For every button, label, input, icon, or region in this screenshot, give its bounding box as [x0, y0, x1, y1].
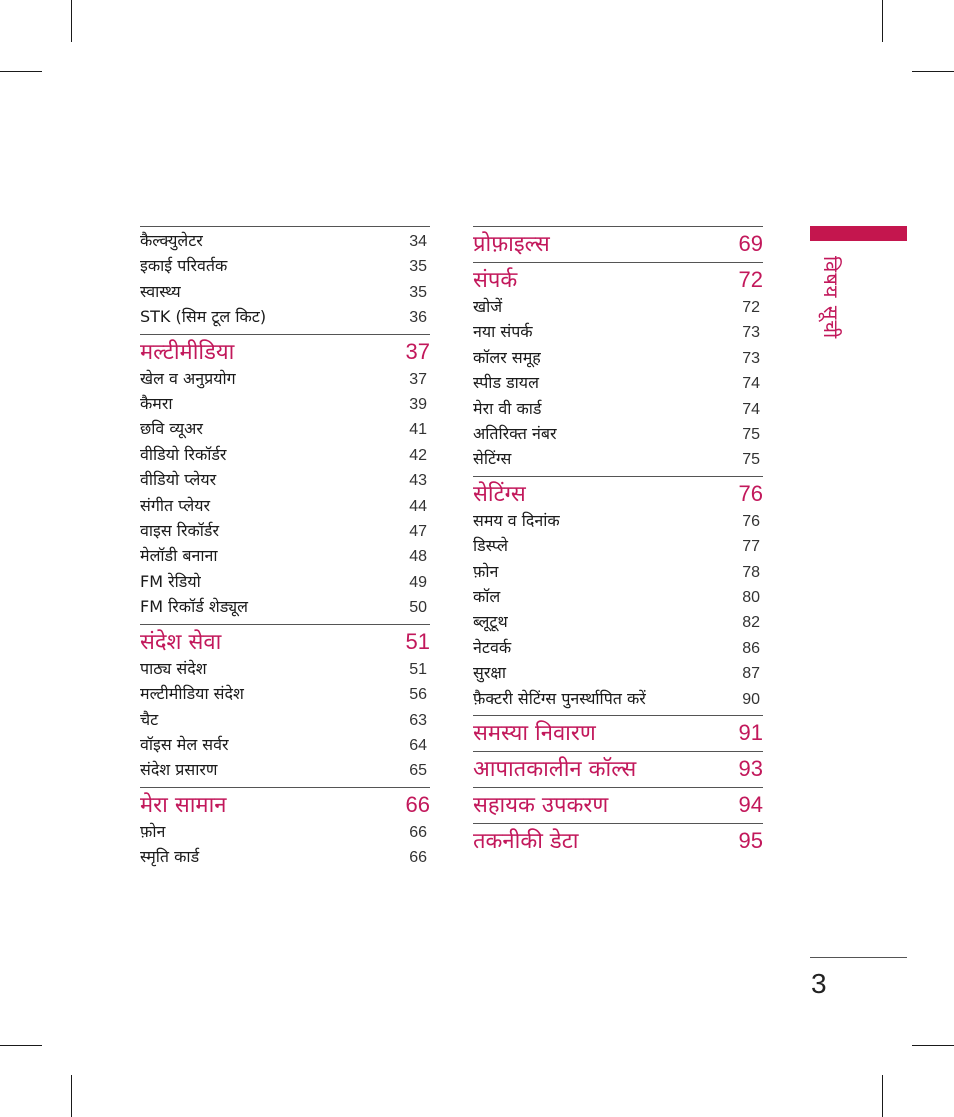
toc-section: [140, 624, 430, 787]
toc-entry[interactable]: [473, 320, 763, 345]
entry-page-number: 42: [409, 446, 427, 464]
entry-label: कैल्क्युलेटर: [140, 231, 203, 250]
section-page-number: 66: [405, 791, 430, 817]
entry-page-number: 66: [409, 823, 427, 841]
entry-page-number: 76: [742, 512, 760, 530]
entry-page-number: 77: [742, 538, 760, 556]
page-number: 3: [811, 968, 827, 999]
entry-page-number: 44: [409, 497, 427, 515]
section-heading[interactable]: [140, 338, 430, 367]
toc-entry[interactable]: [473, 447, 763, 472]
entry-label: मल्टीमीडिया संदेश: [140, 684, 244, 704]
toc-entry[interactable]: [140, 657, 430, 682]
entry-page-number: 37: [409, 370, 427, 388]
entry-page-number: 56: [409, 686, 427, 704]
entry-label: कॉलर समूह: [473, 347, 541, 367]
toc-entry[interactable]: [140, 544, 430, 569]
toc-entry[interactable]: [473, 346, 763, 371]
entry-label: मेलॉडी बनाना: [140, 546, 218, 566]
entry-label: डिस्प्ले: [473, 536, 508, 556]
entry-page-number: 74: [742, 400, 760, 418]
entry-page-number: 72: [742, 299, 760, 316]
toc-section: [473, 715, 763, 751]
entry-label: STK (सिम टूल किट): [140, 307, 267, 327]
section-heading[interactable]: [140, 791, 430, 820]
entry-page-number: 35: [409, 283, 427, 301]
toc-entry[interactable]: [473, 610, 763, 635]
toc-entry[interactable]: [473, 534, 763, 559]
toc-entry[interactable]: [473, 509, 763, 534]
entry-page-number: 73: [742, 324, 760, 342]
toc-entry[interactable]: [140, 820, 430, 845]
entry-label: छवि व्यूअर: [140, 419, 203, 439]
entry-label: अतिरिक्त नंबर: [473, 424, 557, 444]
toc-entry[interactable]: [140, 254, 430, 279]
entry-page-number: 50: [409, 599, 427, 617]
entry-label: खोजें: [473, 297, 503, 316]
toc-entry[interactable]: [140, 733, 430, 758]
entry-label: खेल व अनुप्रयोग: [140, 368, 236, 388]
entry-label: फ़ैक्टरी सेटिंग्स पुनर्स्थापित करें: [473, 688, 646, 708]
entry-label: वीडियो रिकॉर्डर: [140, 444, 227, 464]
entry-label: वीडियो प्लेयर: [140, 470, 217, 490]
toc-entry[interactable]: [140, 367, 430, 392]
section-heading[interactable]: [473, 791, 763, 820]
section-title: समस्या निवारण: [473, 721, 596, 747]
entry-page-number: 86: [742, 639, 760, 657]
entry-label: FM रिकॉर्ड शेड्यूल: [140, 597, 248, 617]
entry-label: स्मृति कार्ड: [140, 847, 200, 867]
toc-entry[interactable]: [473, 687, 763, 712]
toc-section: [473, 476, 763, 715]
entry-label: वॉइस मेल सर्वर: [140, 734, 229, 754]
toc-section: [140, 334, 430, 624]
section-page-number: 37: [405, 338, 430, 364]
sidebar-title: विषय सूची: [819, 256, 843, 340]
entry-label: मेरा वी कार्ड: [473, 398, 542, 418]
toc-section: [473, 787, 763, 823]
section-heading[interactable]: [473, 719, 763, 748]
toc-entry[interactable]: [140, 305, 430, 330]
entry-page-number: 82: [742, 614, 760, 632]
toc-entry[interactable]: [473, 295, 763, 320]
toc-section: [140, 787, 430, 874]
entry-label: सुरक्षा: [473, 663, 506, 683]
section-heading[interactable]: [473, 230, 763, 259]
section-page-number: 51: [405, 628, 430, 654]
section-heading[interactable]: [473, 827, 763, 856]
entry-page-number: 49: [409, 573, 427, 591]
entry-page-number: 64: [409, 736, 427, 754]
entry-page-number: 35: [409, 258, 427, 276]
toc-entry[interactable]: [140, 570, 430, 595]
toc-section: [473, 751, 763, 787]
toc-entry[interactable]: [473, 661, 763, 686]
toc-entry[interactable]: [140, 392, 430, 417]
entry-label: सेटिंग्स: [473, 449, 512, 469]
crop-mark-top-left-vertical: [71, 0, 72, 42]
section-title: प्रोफ़ाइल्स: [473, 232, 550, 257]
section-heading[interactable]: [473, 266, 763, 295]
toc-section: [140, 226, 430, 334]
entry-label: संदेश प्रसारण: [140, 760, 218, 780]
entry-label: फ़ोन: [140, 821, 166, 841]
toc-entry[interactable]: [140, 443, 430, 468]
entry-label: कॉल: [473, 587, 501, 607]
entry-page-number: 41: [409, 421, 427, 439]
entry-page-number: 75: [742, 451, 760, 469]
entry-label: स्पीड डायल: [473, 373, 539, 393]
toc-entry[interactable]: [140, 595, 430, 620]
toc-column-left: [140, 226, 430, 874]
entry-page-number: 43: [409, 472, 427, 490]
entry-label: नेटवर्क: [473, 637, 512, 657]
section-page-number: 91: [738, 720, 763, 746]
crop-mark-bottom-left-horizontal: [0, 1045, 42, 1046]
entry-page-number: 87: [742, 665, 760, 683]
toc-entry[interactable]: [140, 845, 430, 870]
toc-entry[interactable]: [473, 422, 763, 447]
toc-entry[interactable]: [140, 417, 430, 442]
toc-entry[interactable]: [140, 280, 430, 305]
entry-page-number: 48: [409, 548, 427, 566]
section-heading[interactable]: [140, 628, 430, 657]
entry-page-number: 78: [742, 563, 760, 581]
entry-label: इकाई परिवर्तक: [140, 256, 228, 276]
entry-label: कैमरा: [140, 394, 173, 414]
section-title: मल्टीमीडिया: [140, 339, 235, 365]
entry-label: समय व दिनांक: [473, 510, 560, 530]
entry-page-number: 90: [742, 690, 760, 708]
crop-mark-top-right-vertical: [882, 0, 883, 42]
entry-page-number: 74: [742, 375, 760, 393]
toc-entry[interactable]: [140, 758, 430, 783]
toc-section: [473, 226, 763, 262]
toc-entry[interactable]: [473, 371, 763, 396]
entry-page-number: 63: [409, 711, 427, 729]
section-title: सहायक उपकरण: [473, 793, 609, 819]
crop-mark-bottom-right-horizontal: [912, 1045, 954, 1046]
toc-entry[interactable]: [140, 708, 430, 733]
section-heading[interactable]: [473, 755, 763, 784]
toc-column-right: [473, 226, 763, 859]
entry-label: स्वास्थ्य: [140, 281, 181, 301]
toc-entry[interactable]: [140, 468, 430, 493]
section-tab-marker: [810, 226, 907, 241]
crop-mark-top-left-horizontal: [0, 71, 42, 72]
toc-entry[interactable]: [473, 560, 763, 585]
toc-entry[interactable]: [140, 229, 430, 254]
section-title: तकनीकी डेटा: [473, 829, 579, 855]
entry-page-number: 75: [742, 426, 760, 444]
page-number-rule: [810, 957, 907, 958]
toc-entry[interactable]: [473, 585, 763, 610]
entry-label: FM रेडियो: [140, 571, 201, 591]
entry-page-number: 36: [409, 309, 427, 327]
entry-page-number: 47: [409, 523, 427, 541]
crop-mark-bottom-left-vertical: [71, 1075, 72, 1117]
entry-label: संगीत प्लेयर: [140, 495, 211, 515]
toc-entry[interactable]: [140, 494, 430, 519]
section-page-number: 94: [738, 792, 763, 818]
entry-page-number: 73: [742, 349, 760, 367]
entry-label: ब्लूटूथ: [473, 612, 508, 632]
entry-label: फ़ोन: [473, 561, 499, 581]
entry-page-number: 34: [409, 233, 427, 250]
crop-mark-top-right-horizontal: [912, 71, 954, 72]
toc-section: [473, 262, 763, 476]
toc-entry[interactable]: [473, 636, 763, 661]
section-title: संपर्क: [473, 268, 518, 293]
entry-label: पाठ्य संदेश: [140, 658, 207, 678]
toc-entry[interactable]: [140, 682, 430, 707]
section-page-number: 69: [738, 231, 763, 256]
section-title: आपातकालीन कॉल्स: [473, 757, 637, 783]
entry-page-number: 65: [409, 762, 427, 780]
section-title: संदेश सेवा: [140, 629, 222, 655]
section-page-number: 76: [738, 480, 763, 506]
section-page-number: 72: [738, 267, 763, 292]
section-heading[interactable]: [473, 480, 763, 509]
section-title: सेटिंग्स: [473, 481, 526, 507]
crop-mark-bottom-right-vertical: [882, 1075, 883, 1117]
toc-section: [473, 823, 763, 859]
entry-page-number: 39: [409, 396, 427, 414]
toc-entry[interactable]: [473, 397, 763, 422]
section-page-number: 95: [738, 828, 763, 854]
entry-page-number: 51: [409, 660, 427, 678]
entry-label: नया संपर्क: [473, 322, 533, 342]
entry-label: वाइस रिकॉर्डर: [140, 521, 220, 541]
entry-page-number: 80: [742, 589, 760, 607]
entry-label: चैट: [140, 709, 159, 729]
entry-page-number: 66: [409, 849, 427, 867]
section-page-number: 93: [738, 756, 763, 782]
section-title: मेरा सामान: [140, 792, 227, 818]
toc-entry[interactable]: [140, 519, 430, 544]
